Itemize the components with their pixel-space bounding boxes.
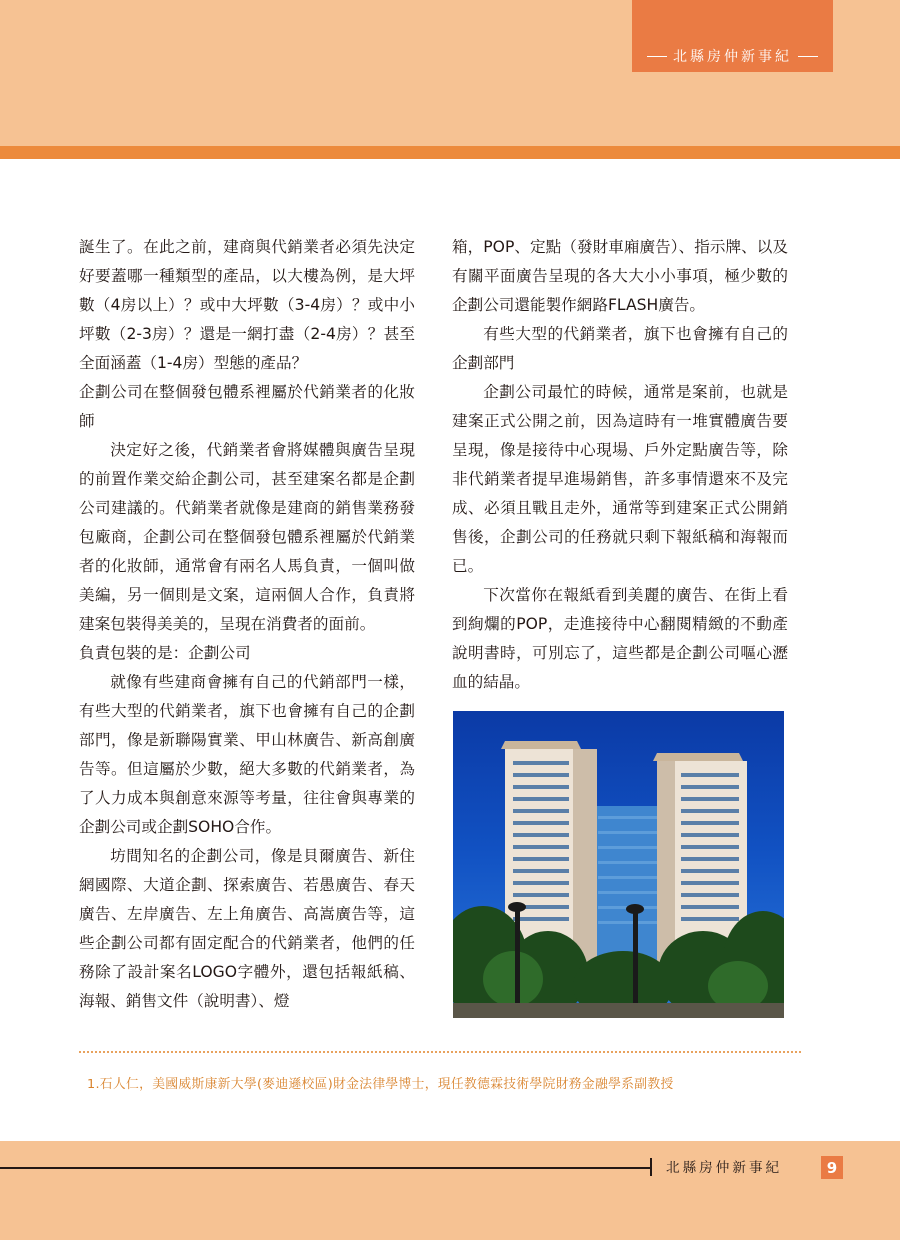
right-paragraph-1: 箱，POP、定點（發財車廂廣告）、指示牌、以及有關平面廣告呈現的各大大小小事項，極少數的企劃公司還能製作網路FLASH廣告。 [452, 238, 788, 314]
right-paragraph-2: 有些大型的代銷業者，旗下也會擁有自己的企劃部門 [452, 325, 788, 372]
right-paragraph-4: 下次當你在報紙看到美麗的廣告、在街上看到絢爛的POP，走進接待中心翻閱精緻的不動產說明書時，可別忘了，這些都是企劃公司嘔心瀝血的結晶。 [452, 586, 788, 691]
footer-title: 北縣房仲新事紀 [666, 1160, 783, 1176]
header-title-tab [632, 0, 833, 72]
left-paragraph-2: 決定好之後，代銷業者會將媒體與廣告呈現的前置作業交給企劃公司，甚至建案名都是企劃公司建議的。代銷業者就像是建商的銷售業務發包廠商，企劃公司在整個發包體系裡屬於代銷業者的化妝師，通常會有兩名人馬負責，一個叫做美編，另一個則是文案，這兩個人合作，負責將建案包裝得美美的，呈現在消費者的面前。 [79, 441, 415, 633]
header-title: 北縣房仲新事紀 [673, 49, 792, 65]
footnote: 1.石人仁，美國威斯康新大學(麥迪遜校區)財金法律學博士，現任教德霖技術學院財務金融學系副教授 [87, 1077, 674, 1092]
right-column [452, 233, 788, 697]
building-photo [453, 711, 784, 1018]
section-heading-packaging: 負責包裝的是：企劃公司 [79, 644, 251, 662]
left-paragraph-3: 就像有些建商會擁有自己的代銷部門一樣，有些大型的代銷業者，旗下也會擁有自己的企劃部門，像是新聯陽實業、甲山林廣告、新高創廣告等。但這屬於少數，絕大多數的代銷業者，為了人力成本與創意來源等考量，往往會與專業的企劃公司或企劃SOHO合作。 [79, 673, 415, 836]
title-dash-right [798, 56, 818, 57]
section-heading-makeup-artist: 企劃公司在整個發包體系裡屬於代銷業者的化妝師 [79, 383, 415, 430]
left-column [79, 233, 415, 1016]
building-illustration [453, 711, 784, 1018]
page-number: 9 [821, 1156, 843, 1179]
right-paragraph-3: 企劃公司最忙的時候，通常是案前，也就是建案正式公開之前，因為這時有一堆實體廣告要呈現，像是接待中心現場、戶外定點廣告等，除非代銷業者提早進場銷售，許多事情還來不及完成、必須且戰且走外，通常等到建案正式公開銷售後，企劃公司的任務就只剩下報紙稿和海報而已。 [452, 383, 788, 575]
footnote-divider [79, 1051, 801, 1053]
header-stripe [0, 146, 900, 159]
left-paragraph-4: 坊間知名的企劃公司，像是貝爾廣告、新住網國際、大道企劃、探索廣告、若愚廣告、春天廣告、左岸廣告、左上角廣告、高嵩廣告等，這些企劃公司都有固定配合的代銷業者，他們的任務除了設計案名LOGO字體外，還包括報紙稿、海報、銷售文件（說明書）、燈 [79, 847, 415, 1010]
footer-rule-tick [650, 1158, 652, 1176]
footer-rule [0, 1167, 650, 1169]
left-paragraph-1: 誕生了。在此之前，建商與代銷業者必須先決定好要蓋哪一種類型的產品，以大樓為例，是大坪數（4房以上）？或中大坪數（3-4房）？或中小坪數（2-3房）？還是一網打盡（2-4房）？甚至全面涵蓋（1-4房）型態的產品？ [79, 238, 415, 372]
title-dash-left [647, 56, 667, 57]
